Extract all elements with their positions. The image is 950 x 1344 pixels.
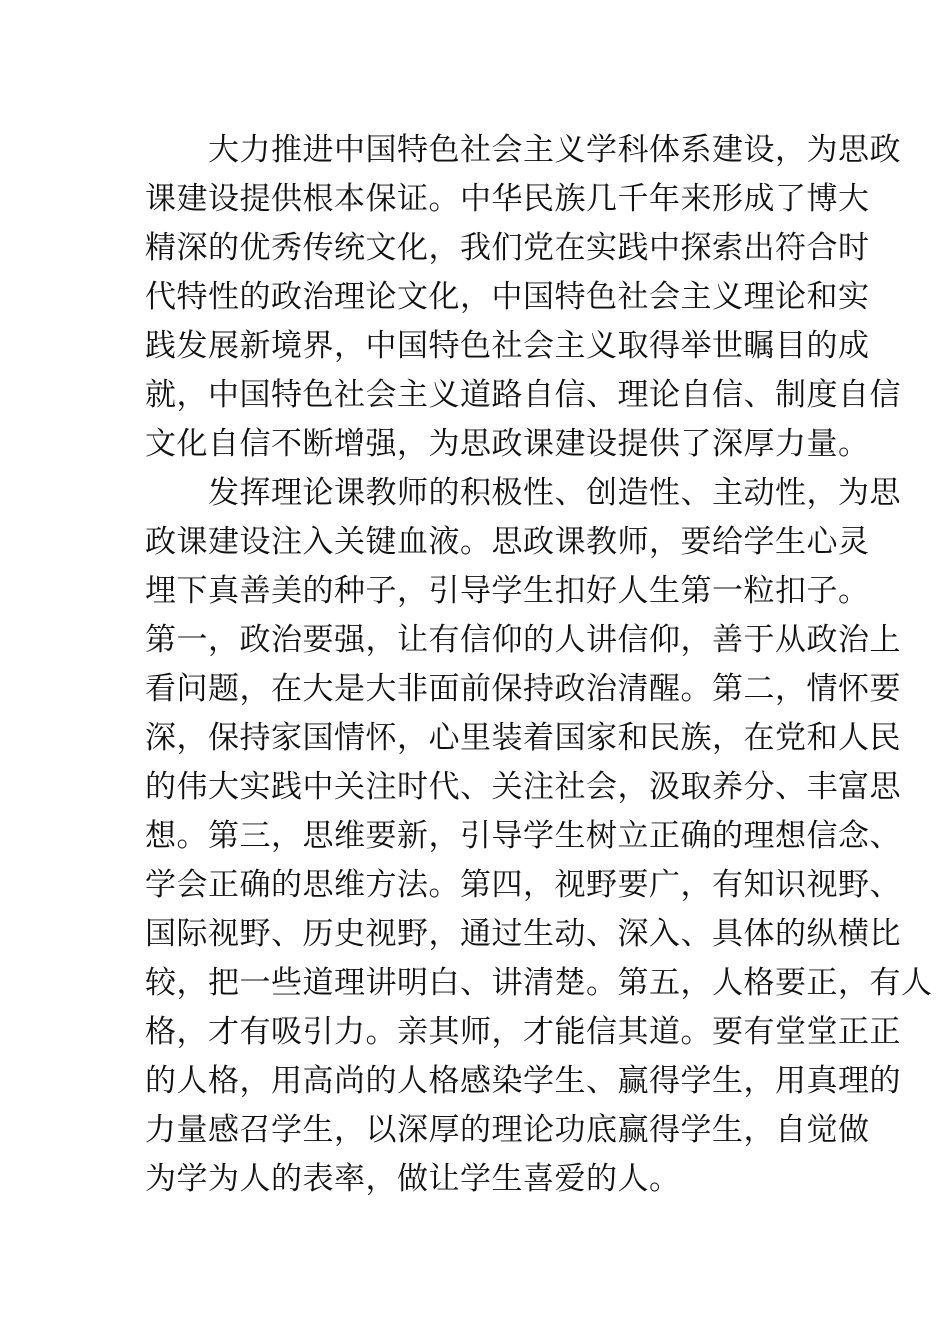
paragraph-2-line-2: 政课建设注入关键血液。思政课教师，要给学生心灵 — [145, 524, 870, 560]
paragraph-1-line-7: 文化自信不断增强，为思政课建设提供了深厚力量。 — [145, 426, 870, 462]
paragraph-2-line-7: 的伟大实践中关注时代、关注社会，汲取养分、丰富思 — [145, 769, 901, 805]
paragraph-2 — [145, 469, 933, 1204]
paragraph-2-line-4: 第一，政治要强，让有信仰的人讲信仰，善于从政治上 — [145, 622, 901, 658]
paragraph-2-line-3: 埋下真善美的种子，引导学生扣好人生第一粒扣子。 — [145, 573, 870, 609]
paragraph-1-line-4: 代特性的政治理论文化，中国特色社会主义理论和实 — [145, 279, 870, 315]
paragraph-1 — [145, 126, 901, 469]
paragraph-1-line-1: 大力推进中国特色社会主义学科体系建设，为思政 — [145, 132, 901, 168]
paragraph-2-line-10: 国际视野、历史视野，通过生动、深入、具体的纵横比 — [145, 916, 901, 952]
paragraph-2-line-15: 为学为人的表率，做让学生喜爱的人。 — [145, 1161, 681, 1197]
paragraph-2-line-9: 学会正确的思维方法。第四，视野要广，有知识视野、 — [145, 867, 901, 903]
paragraph-1-line-6: 就，中国特色社会主义道路自信、理论自信、制度自信 — [145, 377, 901, 413]
paragraph-2-line-13: 的人格，用高尚的人格感染学生、赢得学生，用真理的 — [145, 1063, 901, 1099]
paragraph-2-line-14: 力量感召学生，以深厚的理论功底赢得学生，自觉做 — [145, 1112, 870, 1148]
paragraph-2-line-6: 深，保持家国情怀，心里装着国家和民族，在党和人民 — [145, 720, 901, 756]
paragraph-1-line-3: 精深的优秀传统文化，我们党在实践中探索出符合时 — [145, 230, 870, 266]
paragraph-2-line-5: 看问题，在大是大非面前保持政治清醒。第二，情怀要 — [145, 671, 901, 707]
paragraph-1-line-5: 践发展新境界，中国特色社会主义取得举世瞩目的成 — [145, 328, 870, 364]
document-body — [145, 126, 933, 1204]
paragraph-2-line-12: 格，才有吸引力。亲其师，才能信其道。要有堂堂正正 — [145, 1014, 901, 1050]
paragraph-2-line-1: 发挥理论课教师的积极性、创造性、主动性，为思 — [145, 475, 901, 511]
paragraph-2-line-11: 较，把一些道理讲明白、讲清楚。第五，人格要正，有人 — [145, 965, 933, 1001]
paragraph-2-line-8: 想。第三，思维要新，引导学生树立正确的理想信念、 — [145, 818, 901, 854]
paragraph-1-line-2: 课建设提供根本保证。中华民族几千年来形成了博大 — [145, 181, 870, 217]
